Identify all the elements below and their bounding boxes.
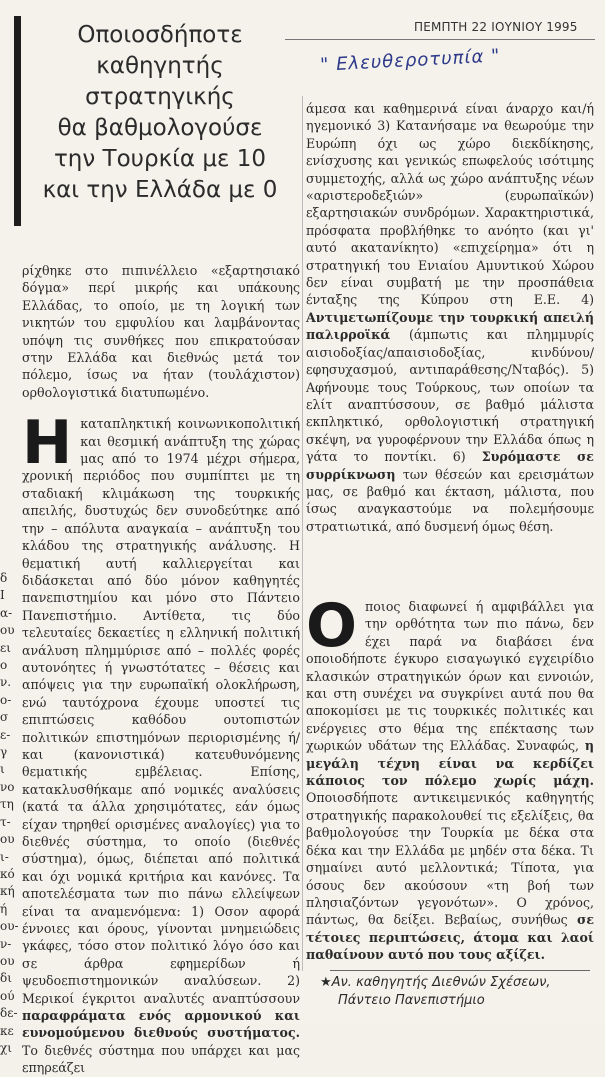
drop-cap: Η [22, 408, 73, 479]
drop-cap: Ο [306, 591, 358, 661]
emphasis-conclusion: σε τέτοιες περιπτώσεις, άτομα και λαοί παθαίνουν αυτό που τους αξίζει. [306, 912, 594, 963]
author-signature [320, 974, 598, 1010]
emphasis-art-of-war: η μεγάλη τέχνη είναι να κερδίζει κάποιος τον πόλεμο χωρίς μάχη. [306, 738, 595, 789]
title-line: καθηγητής [96, 53, 224, 79]
emphasis-shrinking: Συρόμαστε σε συρρίκνωση [306, 449, 594, 482]
paragraph-2-bold: παραφράματα ενός αρμονικού και ευνομούμενου διεθνούς συστήματος. [22, 1008, 300, 1041]
article-title [40, 20, 280, 206]
paragraph-2-tail: Το διεθνές σύστημα που υπάρχει και μας επηρεάζει [22, 1042, 300, 1076]
paragraph-1: ρίχθηκε στο πιπινέλλειο «εξαρτησιακό δόγμα» περί μικρής και υπάκουης Ελλάδας, το οποίο, με τη λογική των νικητών του εμφυλίου και λαμβάνοντας υπόψη τις συνθήκες που επικρατούσαν στην Ελλάδα και διεθνώς μετά τον πόλεμο, ίσως να ήταν (τουλάχιστον) ορθολογιστικά διατυπωμένο. [22, 263, 300, 400]
article-column-2 [306, 100, 594, 550]
dateline: ΠΕΜΠΤΗ 22 ΙΟΥΝΙΟΥ 1995 [414, 20, 578, 34]
signature-line-1: ★Αν. καθηγητής Διεθνών Σχέσεων, [320, 975, 551, 990]
paragraph-3: άμεσα και καθημερινά είναι άναρχο και/ή ηγεμονικό 3) Κατανήσαμε να θεωρούμε την Ευρώπη όχι ως χώρο διεκδίκησης, ενίσχυσης και γενικώς επωφελούς ισότιμης συμμετοχής, αλλά ως χώρο ανάπτυξης νέων «αριστεροδεξιών» (ευρωπαϊκών) εξαρτησιακών συνδρόμων. Χαρακτηριστικά, πρόσφατα προβλήθηκε το ανόητο (και γι' αυτό ακατανίκητο) «επιχείρημα» ότι η στρατηγική του Ενιαίου Αμυντικού Χώρου δεν είναι συμβατή με την προσπάθεια ένταξης της Κύπρου στη Ε.Ε. 4) Αντιμετωπίζουμε την τουρκική απειλή παλιρροϊκά (άμπωτις και πλημμυρίς αισιοδοξίας/απαισιοδοξίας, κινδύνου/εφησυχασμού, αντιπαράθεσης/Νταβός). 5) Αφήνουμε τους Τούρκους, των οποίων τα ελίτ αναπτύσσουν, σε βαθμό μάλιστα εκπληκτικό, ορθολογιστική στρατηγική σκέψη, να γυροφέρνουν την Ελλάδα όπως η γάτα το ποντίκι. 6) Συρόμαστε σε συρρίκνωση των θέσεών και ερεισμάτων μας, σε βαθμό και έκταση, μάλιστα, που ίσως αναγκαστούμε να πολεμήσουμε στρατιωτικά, από δυσμενή όμως θέση. [306, 101, 594, 534]
title-line: και την Ελλάδα με 0 [42, 177, 278, 203]
paragraph-4: Ο ποιος διαφωνεί ή αμφιβάλλει για την ορθότητα των πιο πάνω, δεν έχει παρά να διαβάσει ένα οποιοδήποτε έγκυρο εισαγωγικό εγχειρίδιο κλασικών στρατηγικών όρων και εννοιών, και στη συνέχει να συγκρίνει αυτά που θα αποκομίσει με τις τουρκικές πολιτικές και ενέργειες στο θέμα της επέκτασης των χωρικών υδάτων της Ελλάδας. Συναφώς, η μεγάλη τέχνη είναι να κερδίζει κάποιος τον πόλεμο χωρίς μάχη. Οποιοσδήποτε αντικειμενικός καθηγητής στρατηγικής παρακολουθεί τις εξελίξεις, θα βαθμολογούσε την Τουρκία με δέκα στα δέκα και την Ελλάδα με μηδέν στα δέκα. Τι σημαίνει αυτό μελλοντικά; Τίποτα, για όσους δεν ακούσουν «τη βοή των πλησιαζόντων γεγονότων». Ο χρόνος, πάντως, θα δείξει. Βεβαίως, συνήθως σε τέτοιες περιπτώσεις, άτομα και λαοί παθαίνουν αυτό που τους αξίζει. [306, 591, 595, 963]
adjacent-column-fragments: δ Ι α- ου ει ο ν. ο- σ ε- γ ι νο τη τ- ου ι- κό κή ή ου- ν- ου δι ού δε- κε χι [0, 571, 19, 1055]
handwritten-source-note: " Ελευθεροτυπία " [319, 45, 501, 76]
emphasis-tidal: Αντιμετωπίζουμε την τουρκική απειλή παλιρροϊκά [306, 309, 594, 343]
signature-rule [330, 970, 590, 971]
paragraph-2-text: καταπληκτική κοινωνικοπολιτική και θεσμική ανάπτυξη της χώρας μας από το 1974 μέχρι σήμερα, χρονική περιόδος που συμπίπτει με τη σταδιακή κλιμάκωση της τουρκικής απειλής, δυστυχώς δεν συνοδεύτηκε από την – απόλυτα αναγκαία – ανάπτυξη του κλάδου της στρατηγικής ανάλυσης. Η θεματική αυτή καλλιεργείται και διδάσκεται από δύο μόνον καθηγητές πανεπιστημίου και μόνο στο Πάντειο Πανεπιστήμιο. Αντίθετα, τις δύο τελευταίες δεκαετίες η ελληνική πολιτική ανάλυση πλημμύρισε από – πολλές φορές αυτονόητες ή γνωστότατες – θέσεις και απόψεις για την ευρωπαϊκή ολοκλήρωση, ενώ ταυτόχρονα έχουμε υποστεί τις επιπτώσεις καθόδου ουτοπιστών πολιτικών επιστημόνων περιορισμένης ή/και (κανονιστικά) κατευθυνόμενης θεματικής εμβέλειας. Επίσης, κατακλυσθήκαμε από νομικές αναλύσεις (κατά τα άλλα χρησιμότατες, εάν όμως είχαν τηρηθεί ορισμένες αναλογίες) για το διεθνές σύστημα, το οποίο (διεθνές σύστημα), όμως, διέπεται από πολιτικά και όχι νομικά κριτήρια και κανόνες. Τα αποτελέσματα των πιο πάνω ελλείψεων είναι τα αναμενόμενα: 1) Οσον αφορά έννοιες και όρους, γίνονται μνημειώδεις γκάφες, τόσο στον πολιτικό λόγο όσο και σε άρθρα εφημερίδων ή ψευδοεπιστημονικών αναλύσεων. 2) Μερικοί έγκριτοι αναλυτές αναπτύσσουν [22, 416, 300, 1006]
dateline-rule [285, 39, 595, 40]
title-line: στρατηγικής [85, 84, 235, 110]
article-column-1 [22, 262, 300, 1076]
title-line: θα βαθμολογούσε [57, 115, 263, 141]
article-column-3 [306, 591, 595, 968]
title-line: την Τουρκία με 10 [53, 146, 267, 172]
title-line: Οποιοσδήποτε [77, 22, 243, 48]
paragraph-2 [22, 408, 300, 1076]
title-accent-bar [14, 16, 21, 226]
column-divider [302, 96, 303, 971]
signature-line-2: Πάντειο Πανεπιστήμιο [338, 993, 485, 1008]
